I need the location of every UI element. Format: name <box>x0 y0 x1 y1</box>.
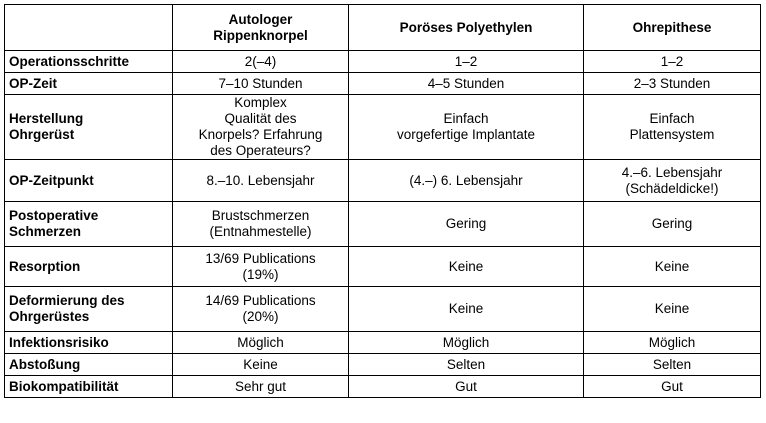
table-cell: Brustschmerzen (Entnahmestelle) <box>173 202 349 247</box>
table-cell: Komplex Qualität des Knorpels? Erfahrung des Operateurs? <box>173 95 349 160</box>
table-cell: Selten <box>584 354 761 376</box>
table-row <box>5 95 761 160</box>
table-row <box>5 287 761 332</box>
row-label: Operationsschritte <box>5 51 173 73</box>
header-row <box>5 5 761 51</box>
row-label: Abstoßung <box>5 354 173 376</box>
row-label: Biokompatibilität <box>5 376 173 398</box>
table-cell: 1–2 <box>349 51 584 73</box>
table-cell: 2–3 Stunden <box>584 73 761 95</box>
corner-cell <box>5 5 173 51</box>
table-row <box>5 160 761 202</box>
table-cell: Sehr gut <box>173 376 349 398</box>
table-cell: Keine <box>349 287 584 332</box>
row-label: Deformierung des Ohrgerüstes <box>5 287 173 332</box>
table-cell: Keine <box>173 354 349 376</box>
row-label: OP-Zeitpunkt <box>5 160 173 202</box>
table-cell: Keine <box>349 247 584 287</box>
table-cell: Möglich <box>173 332 349 354</box>
table-row <box>5 354 761 376</box>
table-cell: Einfach vorgefertige Implantate <box>349 95 584 160</box>
table-row <box>5 73 761 95</box>
table-row <box>5 247 761 287</box>
column-header-polyethylen: Poröses Polyethylen <box>349 5 584 51</box>
table-cell: 2(–4) <box>173 51 349 73</box>
table-row <box>5 51 761 73</box>
column-header-ohrepithese: Ohrepithese <box>584 5 761 51</box>
table-cell: 4–5 Stunden <box>349 73 584 95</box>
table-cell: Gering <box>349 202 584 247</box>
comparison-table <box>4 4 761 398</box>
table-cell: Möglich <box>349 332 584 354</box>
table-cell: (4.–) 6. Lebensjahr <box>349 160 584 202</box>
row-label: Postoperative Schmerzen <box>5 202 173 247</box>
row-label: Resorption <box>5 247 173 287</box>
table-cell: 4.–6. Lebensjahr (Schädeldicke!) <box>584 160 761 202</box>
table-cell: Selten <box>349 354 584 376</box>
table-cell: Einfach Plattensystem <box>584 95 761 160</box>
table-cell: 14/69 Publications (20%) <box>173 287 349 332</box>
table-row <box>5 376 761 398</box>
table-cell: 13/69 Publications (19%) <box>173 247 349 287</box>
table-cell: 1–2 <box>584 51 761 73</box>
table-cell: Möglich <box>584 332 761 354</box>
table-cell: Gut <box>349 376 584 398</box>
table-cell: 7–10 Stunden <box>173 73 349 95</box>
table-row <box>5 332 761 354</box>
column-header-rippenknorpel: Autologer Rippenknorpel <box>173 5 349 51</box>
table-cell: 8.–10. Lebensjahr <box>173 160 349 202</box>
row-label: Infektionsrisiko <box>5 332 173 354</box>
table-cell: Keine <box>584 287 761 332</box>
row-label: Herstellung Ohrgerüst <box>5 95 173 160</box>
table-cell: Gering <box>584 202 761 247</box>
table-cell: Keine <box>584 247 761 287</box>
table-cell: Gut <box>584 376 761 398</box>
table-row <box>5 202 761 247</box>
row-label: OP-Zeit <box>5 73 173 95</box>
